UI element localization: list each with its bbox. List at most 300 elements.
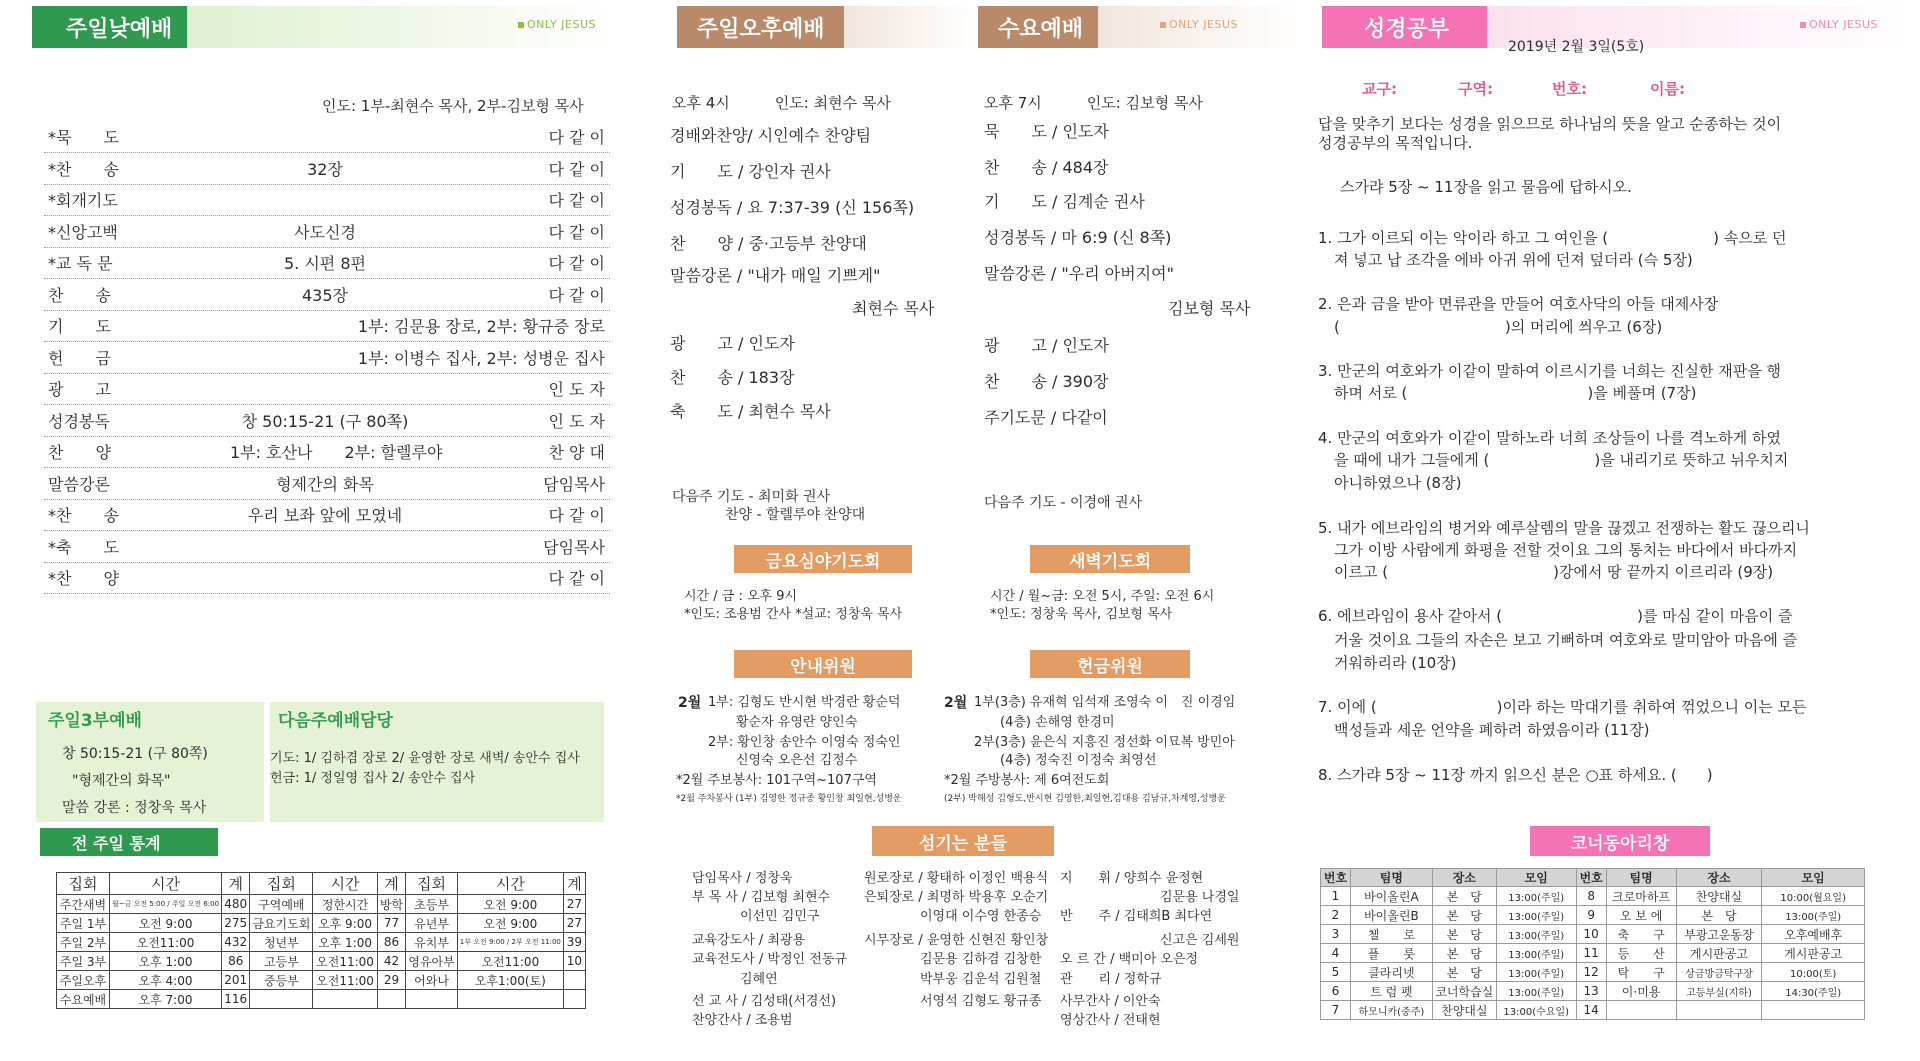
corner-cell: 바이올린B: [1350, 906, 1432, 925]
morning-row-assignee: 찬 양 대: [548, 443, 605, 462]
corner-cell: 10:00(토): [1762, 963, 1865, 982]
stats-cell: 480: [222, 895, 250, 914]
next-week-line-2: 헌금: 1/ 정일영 집사 2/ 송안수 집사: [270, 771, 476, 786]
servant-entry: 교육강도사 / 최광용: [692, 933, 806, 948]
morning-row-label: 헌 금: [48, 348, 111, 368]
corner-cell: 게시판공고: [1762, 944, 1865, 963]
corner-cell: 12: [1576, 963, 1606, 982]
stats-cell: 방학: [377, 895, 406, 914]
corner-cell: 9: [1576, 906, 1606, 925]
bible-instruction: 스가랴 5장 ~ 11장을 읽고 물음에 답하시오.: [1340, 178, 1632, 196]
q6-line-3: 거워하리라 (10장): [1334, 654, 1457, 672]
corner-cell: 본 당: [1432, 925, 1496, 944]
stats-cell: [406, 990, 457, 1009]
stats-row: [57, 914, 586, 933]
corner-cell: 13:00(주일): [1496, 906, 1576, 925]
morning-row-label: *축 도: [48, 537, 119, 557]
afternoon-line-1: 경배와찬양/ 시인예수 찬양팀: [670, 126, 872, 145]
q4-line-2: 을 때에 내가 그들에게 ( )을 내리기로 뜻하고 뉘우치지: [1334, 451, 1789, 469]
corner-header-cell: 장소: [1676, 869, 1762, 887]
wed-preacher: 김보형 목사: [1168, 299, 1251, 318]
sunday-afternoon-title: 주일오후예배: [677, 6, 844, 48]
morning-row-divider: [44, 467, 610, 468]
corner-cell: [1762, 1001, 1865, 1020]
stats-table: [56, 872, 586, 1009]
morning-row-label: *찬 양: [48, 569, 119, 588]
dawn-line-2: *인도: 정창욱 목사, 김보형 목사: [990, 607, 1173, 622]
third-service-line-2: "형제간의 화목": [72, 773, 171, 789]
servant-entry: 은퇴장로 / 최명하 박용후 오순기: [864, 890, 1049, 905]
stats-cell: [313, 990, 377, 1009]
afternoon-preacher: 최현수 목사: [852, 299, 935, 318]
stats-row: [57, 952, 586, 971]
stats-header-cell: 집회: [250, 873, 313, 895]
offering-line-2: (4층) 손해영 한경미: [1000, 715, 1115, 730]
offering-line-1: 1부(3층) 유재혁 임석재 조영숙 이 진 이경임: [974, 695, 1236, 710]
morning-row-detail: 1부: 호산나 2부: 할렐루야: [230, 443, 443, 462]
corner-cell: 축 구: [1606, 925, 1676, 944]
stats-cell: 월~금 오전 5:00 / 주일 오전 6:00: [109, 895, 221, 914]
morning-row-divider: [44, 593, 610, 594]
corner-cell: 등 산: [1606, 944, 1676, 963]
ushers-line-3: 2부: 황인창 송안수 이영숙 정숙인: [708, 735, 901, 750]
stats-cell: 27: [563, 914, 585, 933]
corner-cell: 8: [1576, 887, 1606, 906]
corner-row: [1321, 1001, 1865, 1020]
corner-cell: 1: [1321, 887, 1351, 906]
stats-cell: 구역예배: [250, 895, 313, 914]
stats-cell: 86: [222, 952, 250, 971]
dawn-line-1: 시간 / 월~금: 오전 5시, 주일: 오전 6시: [990, 589, 1215, 604]
servant-entry: 김문용 나경일: [1160, 890, 1240, 905]
corner-cell: [1606, 1001, 1676, 1020]
morning-row-detail: 5. 시편 8편: [284, 254, 366, 273]
servant-entry: 서영석 김형도 황규종: [920, 994, 1042, 1009]
offering-title: 헌금위원: [1030, 650, 1190, 678]
q1-line-1: 1. 그가 이르되 이는 악이라 하고 그 여인을 ( ) 속으로 던: [1318, 229, 1787, 247]
morning-row-assignee: 다 같 이: [548, 191, 605, 210]
corner-cell: 7: [1321, 1001, 1351, 1020]
morning-row-detail: 435장: [302, 285, 348, 305]
stats-cell: 1부 오전 9:00 / 2부 오전 11:00: [457, 933, 563, 952]
morning-row-label: 찬 송: [48, 285, 111, 305]
servants-title: 섬기는 분들: [872, 826, 1054, 856]
corner-cell: 본 당: [1432, 906, 1496, 925]
stats-row: [57, 933, 586, 952]
stats-cell: 29: [377, 971, 406, 990]
corner-cell: 본 당: [1432, 887, 1496, 906]
morning-row-assignee: 담임목사: [543, 537, 605, 557]
afternoon-line-7: 찬 송 / 183장: [670, 368, 795, 387]
corner-cell: 찬양대실: [1676, 887, 1762, 906]
stats-cell: 오후 4:00: [109, 971, 221, 990]
stats-cell: 오전11:00: [313, 952, 377, 971]
stats-cell: [563, 971, 585, 990]
bible-date: 2019년 2월 3일(5호): [1508, 39, 1645, 55]
corner-cell: 부광고운동장: [1676, 925, 1762, 944]
servant-entry: 오 르 간 / 백미아 오은정: [1060, 952, 1199, 967]
stats-cell: 주간새벽: [57, 895, 110, 914]
stats-cell: [250, 990, 313, 1009]
corner-cell: 탁 구: [1606, 963, 1676, 982]
stats-header-cell: 시간: [457, 873, 563, 895]
stats-cell: 77: [377, 914, 406, 933]
morning-row-divider: [44, 373, 610, 374]
friday-line-2: *인도: 조용범 간사 *설교: 정창욱 목사: [684, 607, 903, 622]
stats-cell: 오후 7:00: [109, 990, 221, 1009]
corner-cell: 5: [1321, 963, 1351, 982]
offering-line-5: *2월 주방봉사: 제 6여전도회: [944, 773, 1110, 788]
field-region: 구역:: [1458, 80, 1493, 98]
morning-row-detail: 형제간의 화목: [276, 474, 374, 494]
morning-row-label: 성경봉독: [48, 411, 110, 431]
field-district: 교구:: [1362, 80, 1397, 98]
stats-cell: 초등부: [406, 895, 457, 914]
wed-line-2: 찬 송 / 484장: [984, 158, 1109, 177]
stats-row: [57, 895, 586, 914]
morning-row-label: *교 독 문: [48, 254, 113, 273]
stats-cell: 정한시간: [313, 895, 377, 914]
wed-line-4: 성경봉독 / 마 6:9 (신 8쪽): [984, 228, 1172, 247]
stats-cell: 오후 9:00: [313, 914, 377, 933]
corner-cell: 2: [1321, 906, 1351, 925]
friday-title: 금요심야기도회: [734, 545, 912, 573]
corner-cell: 11: [1576, 944, 1606, 963]
servant-entry: 김문용 김하겸 김창한: [920, 952, 1042, 967]
afternoon-line-3: 성경봉독 / 요 7:37-39 (신 156쪽): [670, 198, 915, 217]
ushers-line-2: 황순자 유영란 양인숙: [736, 715, 858, 730]
morning-row-divider: [44, 215, 610, 216]
servant-entry: 담임목사 / 정창욱: [692, 871, 793, 886]
corner-header-cell: 장소: [1432, 869, 1496, 887]
wed-line-3: 기 도 / 김계순 권사: [984, 192, 1145, 211]
stats-cell: 영유아부: [406, 952, 457, 971]
afternoon-line-8: 축 도 / 최현수 목사: [670, 402, 831, 421]
bible-intro-2: 성경공부의 목적입니다.: [1318, 134, 1473, 152]
stats-cell: 오후 1:00: [313, 933, 377, 952]
corner-header-cell: 팀명: [1606, 869, 1676, 887]
stats-cell: 오전 9:00: [457, 895, 563, 914]
third-service-line-1: 창 50:15-21 (구 80쪽): [62, 746, 208, 762]
servant-entry: 원로장로 / 황태하 이정인 백용식: [864, 871, 1049, 886]
corner-header-cell: 번호: [1576, 869, 1606, 887]
q3-line-1: 3. 만군의 여호와가 이같이 말하여 이르시기를 너희는 진실한 재판을 행: [1318, 362, 1781, 380]
corner-cell: 클라리넷: [1350, 963, 1432, 982]
dawn-title: 새벽기도회: [1030, 545, 1190, 573]
stats-cell: 42: [377, 952, 406, 971]
corner-cell: 본 당: [1676, 906, 1762, 925]
wed-next-prayer: 다음주 기도 - 이경애 권사: [984, 495, 1143, 511]
wed-time-leader: 오후 7시 인도: 김보형 목사: [984, 94, 1203, 112]
sunday-morning-title: 주일낮예배: [32, 6, 187, 48]
next-week-title: 다음주예배담당: [278, 711, 393, 731]
afternoon-line-2: 기 도 / 강인자 권사: [670, 162, 831, 181]
q5-line-3: 이르고 ( )강에서 땅 끝까지 이르리라 (9장): [1334, 563, 1774, 581]
servant-entry: 김혜연: [740, 972, 778, 987]
stats-cell: 오전11:00: [109, 933, 221, 952]
stats-header-cell: 집회: [57, 873, 110, 895]
servant-entry: 반 주 / 김태희B 최다연: [1060, 909, 1213, 924]
ushers-line-5: *2월 주보봉사: 101구역~107구역: [676, 773, 877, 788]
corner-header-cell: 모임: [1762, 869, 1865, 887]
servant-entry: 찬양간사 / 조용범: [692, 1013, 793, 1028]
morning-row-detail: 32장: [307, 159, 343, 179]
offering-month: 2월: [944, 695, 968, 711]
wednesday-title: 수요예배: [978, 6, 1098, 48]
corner-cell: 14:30(주일): [1762, 982, 1865, 1001]
afternoon-time-leader: 오후 4시 인도: 최현수 목사: [672, 94, 891, 112]
wed-line-8: 주기도문 / 다같이: [984, 408, 1108, 427]
morning-row-label: *묵 도: [48, 128, 119, 147]
q2-line-1: 2. 은과 금을 받아 면류관을 만들어 여호사닥의 아들 대제사장: [1318, 295, 1719, 313]
servant-entry: 관 리 / 정학규: [1060, 972, 1162, 987]
q1-line-2: 져 넣고 납 조각을 에바 아귀 위에 던져 덮더라 (슥 5장): [1334, 251, 1693, 269]
corner-cell: 13:00(수요일): [1496, 1001, 1576, 1020]
q7-line-2: 백성들과 세운 언약을 폐하려 하였음이라 (11장): [1334, 721, 1650, 739]
afternoon-next-prayer: 다음주 기도 - 최미화 권사: [672, 489, 831, 505]
stats-cell: 오후 1:00: [109, 952, 221, 971]
ushers-line-1: 1부: 김형도 반시현 박경란 황순덕: [708, 695, 901, 710]
q4-line-1: 4. 만군의 여호와가 이같이 말하노라 너희 조상들이 나를 격노하게 하였: [1318, 429, 1781, 447]
ushers-month: 2월: [678, 695, 702, 711]
stats-cell: 275: [222, 914, 250, 933]
stats-cell: 27: [563, 895, 585, 914]
stats-cell: 39: [563, 933, 585, 952]
servant-entry: 영상간사 / 전태현: [1060, 1013, 1161, 1028]
servant-entry: 이영대 이수영 한종승: [920, 909, 1042, 924]
corner-cell: 크로마하프: [1606, 887, 1676, 906]
wed-line-1: 묵 도 / 인도자: [984, 122, 1109, 141]
morning-row-divider: [44, 499, 610, 500]
corner-header-cell: 팀명: [1350, 869, 1432, 887]
stats-cell: 고등부: [250, 952, 313, 971]
ushers-line-4: 신영숙 오은선 김정수: [736, 753, 858, 768]
morning-row-label: *신앙고백: [48, 222, 118, 242]
corner-cell: 이·미용: [1606, 982, 1676, 1001]
morning-row-detail: 우리 보좌 앞에 모였네: [247, 506, 403, 525]
stats-cell: 오후1:00(토): [457, 971, 563, 990]
morning-row-detail: 창 50:15-21 (구 80쪽): [241, 411, 409, 431]
q8-line: 8. 스가랴 5장 ~ 11장 까지 읽으신 분은 ○표 하세요. ( ): [1318, 766, 1713, 784]
q5-line-1: 5. 내가 에브라임의 병거와 예루살렘의 말을 끊겠고 전쟁하는 활도 끊으리니: [1318, 519, 1810, 537]
corner-cell: 4: [1321, 944, 1351, 963]
q7-line-1: 7. 이에 ( )이라 하는 막대기를 취하여 꺾었으니 이는 모든: [1318, 698, 1807, 716]
morning-row-label: 기 도: [48, 317, 111, 336]
corner-cell: 10: [1576, 925, 1606, 944]
stats-header-cell: 시간: [109, 873, 221, 895]
q3-line-2: 하며 서로 ( )을 베풀며 (7장): [1334, 384, 1697, 402]
next-week-line-1: 기도: 1/ 김하겸 장로 2/ 윤영한 장로 새벽/ 송안수 집사: [270, 751, 580, 766]
corner-cell: 오 보 에: [1606, 906, 1676, 925]
corner-cell: 찬양대실: [1432, 1001, 1496, 1020]
corner-row: [1321, 925, 1865, 944]
morning-row-divider: [44, 247, 610, 248]
stats-cell: 유년부: [406, 914, 457, 933]
corner-cell: 13:00(주일): [1496, 963, 1576, 982]
servant-entry: 선 교 사 / 김성태(서경선): [692, 994, 837, 1009]
corner-cell: 게시판공고: [1676, 944, 1762, 963]
stats-cell: 수요예배: [57, 990, 110, 1009]
corner-cell: [1676, 1001, 1762, 1020]
morning-row-assignee: 다 같 이: [548, 506, 605, 525]
afternoon-line-6: 광 고 / 인도자: [670, 334, 795, 353]
only-jesus-label: ONLY JESUS: [518, 18, 596, 31]
q5-line-2: 그가 이방 사람에게 화평을 전할 것이요 그의 통치는 바다에서 바다까지: [1334, 541, 1798, 559]
corner-table: [1320, 868, 1865, 1020]
corner-cell: 트 럼 펫: [1350, 982, 1432, 1001]
morning-row-divider: [44, 530, 610, 531]
q6-line-1: 6. 에브라임이 용사 같아서 ( )를 마심 같이 마음이 즐: [1318, 607, 1793, 625]
wed-line-5: 말씀강론 / "우리 아버지여": [984, 264, 1174, 283]
corner-row: [1321, 963, 1865, 982]
morning-row-divider: [44, 341, 610, 342]
afternoon-line-5: 말씀강론 / "내가 매일 기쁘게": [670, 266, 881, 285]
stats-cell: 오전11:00: [313, 971, 377, 990]
corner-header-cell: 번호: [1321, 869, 1351, 887]
field-number: 번호:: [1552, 80, 1587, 98]
morning-row-detail: 사도신경: [294, 222, 356, 242]
stats-cell: [377, 990, 406, 1009]
servant-entry: 교육전도사 / 박정인 전동규: [692, 952, 847, 967]
corner-cell: 첼 로: [1350, 925, 1432, 944]
morning-row-divider: [44, 278, 610, 279]
morning-row-divider: [44, 436, 610, 437]
morning-row-assignee: 1부: 김문용 장로, 2부: 황규증 장로: [357, 317, 605, 336]
servant-entry: 이선민 김민구: [740, 909, 820, 924]
morning-row-divider: [44, 152, 610, 153]
corner-row: [1321, 982, 1865, 1001]
morning-row-assignee: 담임목사: [543, 474, 605, 494]
corner-cell: 14: [1576, 1001, 1606, 1020]
only-jesus-label-2: ONLY JESUS: [1160, 18, 1238, 31]
stats-title: 전 주일 통계: [40, 828, 218, 856]
morning-row-label: 찬 양: [48, 443, 111, 462]
corner-cell: 13:00(주일): [1496, 982, 1576, 1001]
morning-row-assignee: 다 같 이: [548, 569, 605, 588]
morning-row-assignee: 다 같 이: [548, 254, 605, 273]
morning-row-assignee: 다 같 이: [548, 128, 605, 147]
stats-header-cell: 계: [563, 873, 585, 895]
morning-row-label: *찬 송: [48, 159, 119, 179]
field-name: 이름:: [1650, 80, 1685, 98]
morning-row-divider: [44, 184, 610, 185]
offering-line-4: (4층) 정숙진 이정숙 최영선: [1000, 753, 1157, 768]
morning-row-divider: [44, 404, 610, 405]
corner-cell: 13:00(주일): [1496, 944, 1576, 963]
morning-row-assignee: 다 같 이: [548, 222, 605, 242]
servant-entry: 시무장로 / 윤영한 신현진 황인창: [864, 933, 1049, 948]
corner-row: [1321, 887, 1865, 906]
corner-cell: 13: [1576, 982, 1606, 1001]
stats-cell: 유치부: [406, 933, 457, 952]
third-service-title: 주일3부예배: [48, 711, 142, 731]
corner-row: [1321, 944, 1865, 963]
servant-entry: 박부웅 김운석 김원철: [920, 972, 1042, 987]
stats-row: [57, 990, 586, 1009]
wed-line-7: 찬 송 / 390장: [984, 372, 1109, 391]
stats-cell: 주일 1부: [57, 914, 110, 933]
corner-cell: 6: [1321, 982, 1351, 1001]
header-fade-brown-1: [844, 6, 974, 48]
stats-cell: 116: [222, 990, 250, 1009]
stats-cell: 201: [222, 971, 250, 990]
corner-row: [1321, 906, 1865, 925]
stats-cell: 10: [563, 952, 585, 971]
corner-cell: 13:00(주일): [1496, 887, 1576, 906]
ushers-line-6: *2월 주차봉사 (1부) 김영한 정규종 황인창 최일현,성병운: [676, 794, 902, 804]
stats-cell: 어와나: [406, 971, 457, 990]
corner-cell: 본 당: [1432, 963, 1496, 982]
corner-cell: 13:00(주일): [1496, 925, 1576, 944]
morning-row-assignee: 인 도 자: [548, 411, 605, 431]
stats-cell: 오전 9:00: [457, 914, 563, 933]
corner-cell: 고등부실(지하): [1676, 982, 1762, 1001]
morning-row-assignee: 1부: 이병수 집사, 2부: 성병운 집사: [357, 348, 605, 368]
offering-line-3: 2부(3층) 윤은식 지흥진 정선화 이묘복 방민아: [974, 735, 1235, 750]
servant-entry: 부 목 사 / 김보형 최현수: [692, 890, 831, 905]
q6-line-2: 거울 것이요 그들의 자손은 보고 기뻐하며 여호와로 말미암아 마음에 즐: [1334, 631, 1798, 649]
stats-cell: 오전 9:00: [109, 914, 221, 933]
servant-entry: 사무간사 / 이안숙: [1060, 994, 1161, 1009]
corner-cell: 10:00(월요일): [1762, 887, 1865, 906]
stats-cell: 오전11:00: [457, 952, 563, 971]
stats-cell: 432: [222, 933, 250, 952]
stats-cell: [563, 990, 585, 1009]
morning-row-label: 광 고: [48, 380, 111, 399]
morning-row-label: *회개기도: [48, 191, 118, 210]
stats-cell: 주일오후: [57, 971, 110, 990]
bible-study-title: 성경공부: [1322, 6, 1487, 48]
morning-leaders: 인도: 1부-최현수 목사, 2부-김보형 목사: [322, 97, 584, 115]
stats-row: [57, 971, 586, 990]
servant-entry: 지 휘 / 양희수 윤정현: [1060, 871, 1204, 886]
morning-row-label: 말씀강론: [48, 474, 110, 494]
corner-cell: 3: [1321, 925, 1351, 944]
corner-cell: 코너학습실: [1432, 982, 1496, 1001]
stats-header-cell: 계: [222, 873, 250, 895]
corner-header-cell: 모임: [1496, 869, 1576, 887]
stats-cell: 중등부: [250, 971, 313, 990]
stats-cell: 주일 2부: [57, 933, 110, 952]
stats-cell: 86: [377, 933, 406, 952]
stats-header-cell: 시간: [313, 873, 377, 895]
corner-cell: 13:00(주일): [1762, 906, 1865, 925]
corner-cell: 플 룻: [1350, 944, 1432, 963]
corner-cell: 오후예배후: [1762, 925, 1865, 944]
afternoon-line-4: 찬 양 / 중·고등부 찬양대: [670, 234, 867, 253]
stats-header-cell: 집회: [406, 873, 457, 895]
ushers-title: 안내위원: [734, 650, 912, 678]
q4-line-3: 아니하였으나 (8장): [1334, 474, 1462, 492]
stats-cell: 금요기도회: [250, 914, 313, 933]
morning-row-label: *찬 송: [48, 506, 119, 525]
third-service-line-3: 말씀 강론 : 정창욱 목사: [62, 800, 207, 816]
only-jesus-label-3: ONLY JESUS: [1800, 18, 1878, 31]
stats-cell: 주일 3부: [57, 952, 110, 971]
morning-row-divider: [44, 562, 610, 563]
morning-row-assignee: 다 같 이: [548, 285, 605, 305]
wed-line-6: 광 고 / 인도자: [984, 336, 1109, 355]
morning-row-divider: [44, 310, 610, 311]
corner-cell: 하모니카(중주): [1350, 1001, 1432, 1020]
q2-line-2: ( )의 머리에 씌우고 (6장): [1334, 318, 1663, 336]
corner-cell: 본 당: [1432, 944, 1496, 963]
bible-intro-1: 답을 맞추기 보다는 성경을 읽으므로 하나님의 뜻을 알고 순종하는 것이: [1318, 115, 1782, 133]
offering-line-6: (2부) 박해성 김형도,반시현 김영한,최일현,김대용 김남규,차계영,성병운: [944, 794, 1226, 804]
stats-cell: [457, 990, 563, 1009]
corner-cell: 상금방금탁구장: [1676, 963, 1762, 982]
morning-row-assignee: 다 같 이: [548, 159, 605, 179]
